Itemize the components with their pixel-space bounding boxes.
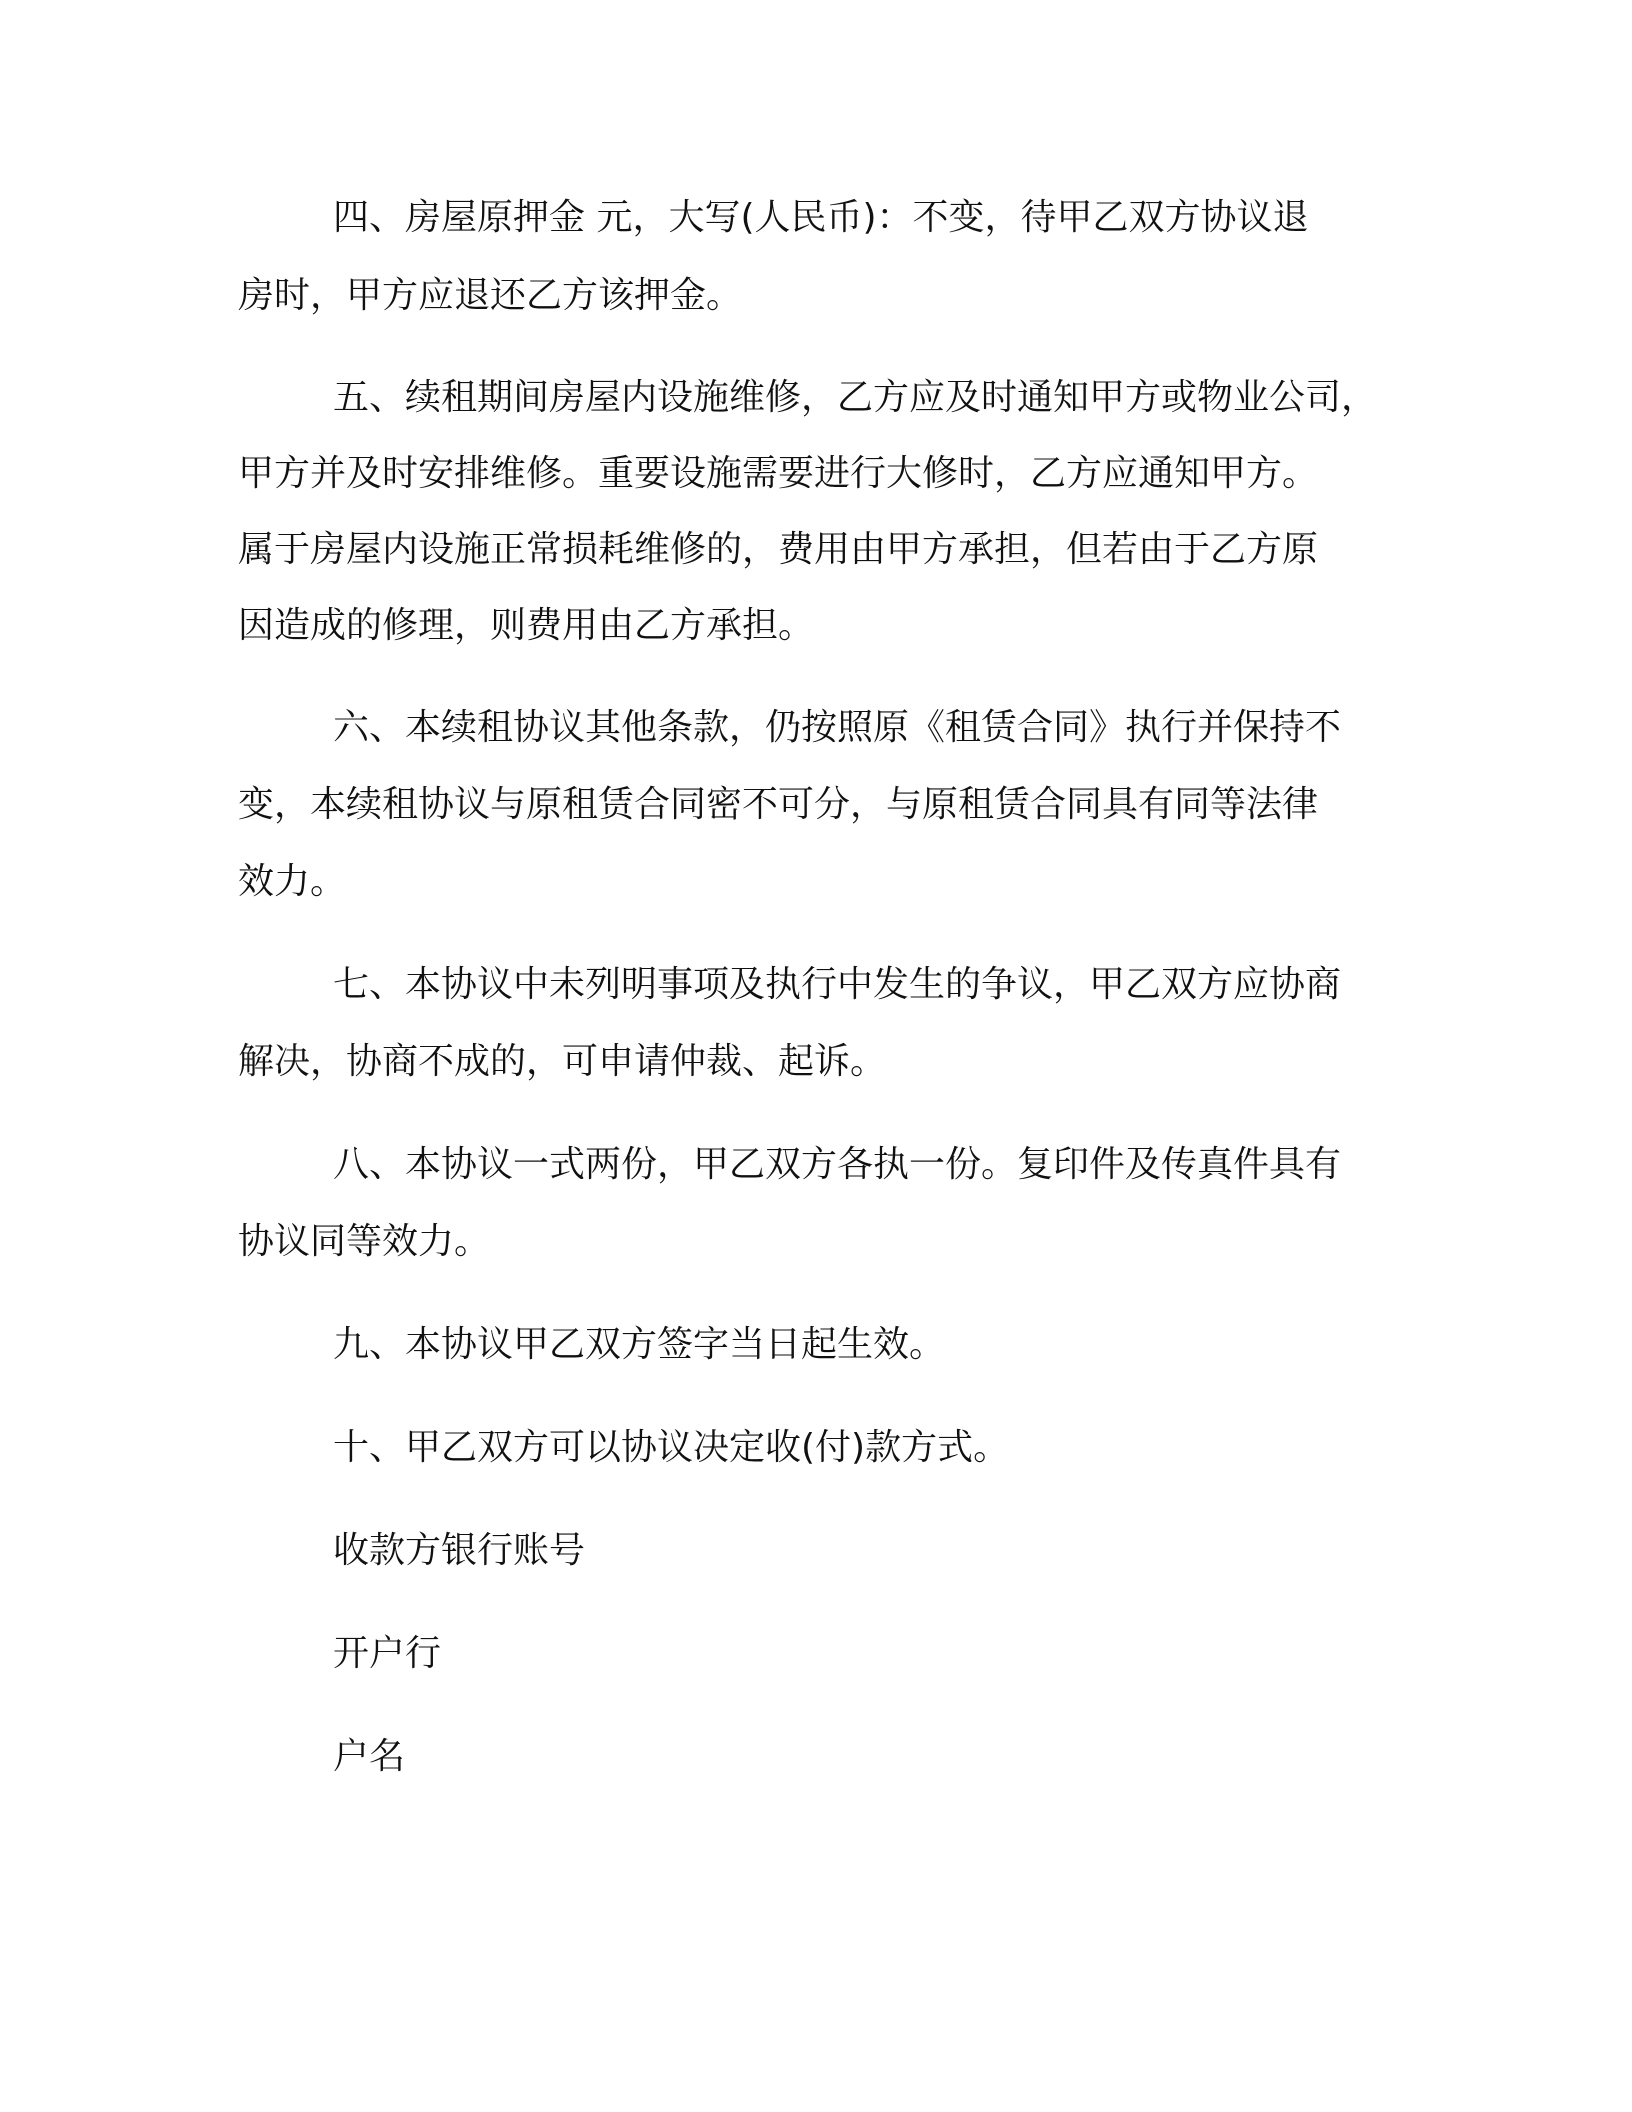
clause-7-line-1: 七、本协议中未列明事项及执行中发生的争议，甲乙双方应协商	[333, 964, 1342, 1005]
bank-branch-label: 开户行	[333, 1633, 442, 1674]
clause-5-line-2: 甲方并及时安排维修。重要设施需要进行大修时，乙方应通知甲方。	[238, 453, 1319, 494]
clause-5-line-4: 因造成的修理，则费用由乙方承担。	[238, 605, 815, 646]
clause-6-line-2: 变，本续租协议与原租赁合同密不可分，与原租赁合同具有同等法律	[238, 784, 1319, 825]
clause-6-line-1: 六、本续租协议其他条款，仍按照原《租赁合同》执行并保持不	[333, 707, 1342, 748]
clause-7-line-2: 解决，协商不成的，可申请仲裁、起诉。	[238, 1041, 887, 1082]
clause-9: 九、本协议甲乙双方签字当日起生效。	[333, 1324, 946, 1365]
clause-8-line-2: 协议同等效力。	[238, 1221, 491, 1262]
clause-8-line-1: 八、本协议一式两份，甲乙双方各执一份。复印件及传真件具有	[333, 1144, 1342, 1185]
clause-5-line-1: 五、续租期间房屋内设施维修，乙方应及时通知甲方或物业公司，	[333, 377, 1378, 418]
clause-10: 十、甲乙双方可以协议决定收(付)款方式。	[333, 1427, 1010, 1468]
bank-account-label: 收款方银行账号	[333, 1530, 586, 1571]
clause-5-line-3: 属于房屋内设施正常损耗维修的，费用由甲方承担，但若由于乙方原	[238, 529, 1319, 570]
account-name-label: 户名	[333, 1736, 406, 1777]
clause-4-line-1: 四、房屋原押金 元，大写(人民币)：不变，待甲乙双方协议退	[333, 197, 1309, 238]
clause-4-line-2: 房时，甲方应退还乙方该押金。	[238, 275, 743, 316]
clause-6-line-3: 效力。	[238, 861, 347, 902]
